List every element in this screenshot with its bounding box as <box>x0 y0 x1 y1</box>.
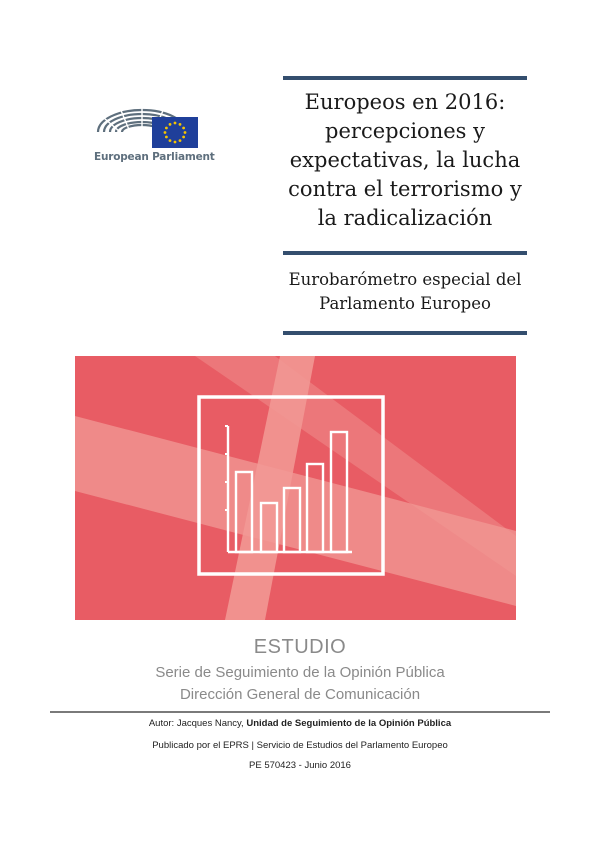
subtitle-bottom-rule <box>283 331 527 335</box>
european-parliament-logo-icon <box>90 92 210 152</box>
footer-rule <box>50 711 550 713</box>
cover-graphic <box>75 356 516 620</box>
cover-illustration <box>75 356 516 620</box>
study-label: ESTUDIO <box>253 636 347 658</box>
author-line <box>0 718 600 729</box>
series-line-1: Serie de Seguimiento de la Opinión Pública <box>155 664 445 681</box>
publisher-line: Publicado por el EPRS | Servicio de Estudios del Parlamento Europeo <box>152 740 448 751</box>
author-prefix: Autor: Jacques Nancy, <box>148 718 247 729</box>
author-unit: Unidad de Seguimiento de la Opinión Pública <box>246 718 452 729</box>
logo-caption: European Parliament <box>94 151 215 163</box>
title-top-rule <box>283 76 527 80</box>
document-subtitle: Eurobarómetro especial del Parlamento Europeo <box>288 270 522 313</box>
reference-line: PE 570423 - Junio 2016 <box>249 760 351 771</box>
title-bottom-rule <box>283 251 527 255</box>
series-line-2: Dirección General de Comunicación <box>179 686 421 703</box>
document-title: Europeos en 2016: percepciones y expectativas, la lucha contra el terrorismo y la radicalización <box>288 90 522 230</box>
